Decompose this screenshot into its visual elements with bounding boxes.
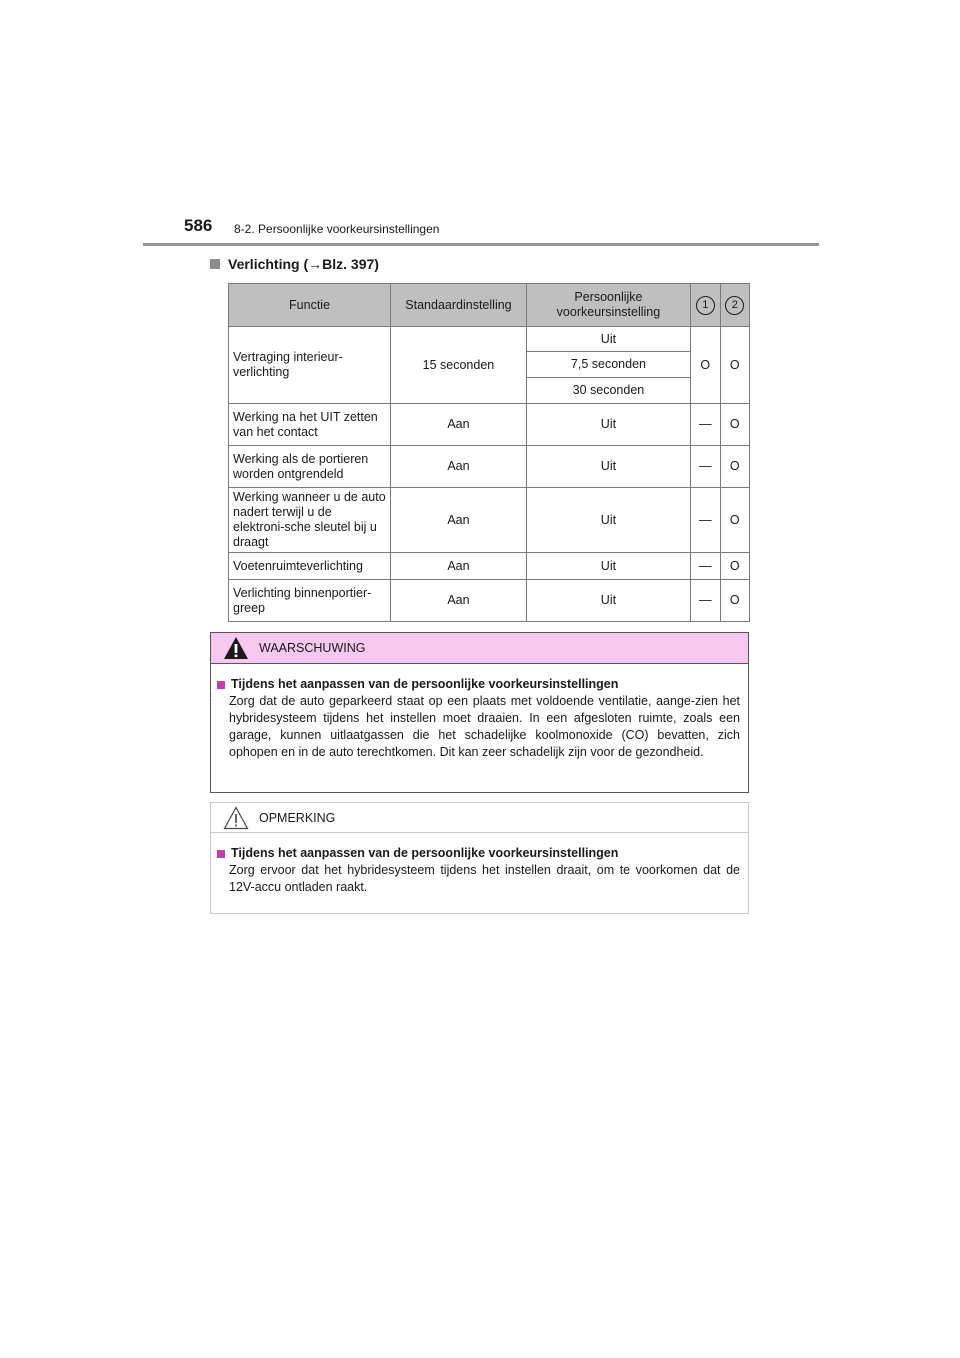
warning-text: Zorg dat de auto geparkeerd staat op een plaats met voldoende ventilatie, aange-zien het hybridesysteem tijdens het instellen moet draaien. In een afgesloten ruimte, zoals een garage, kunnen uitlaatgassen die het schadelijke koolmonoxide (CO) bevatten, zich ophopen en in de auto terechtkomen. Dit kan zeer schadelijk zijn voor de gezondheid. xyxy=(229,694,740,759)
cell-col1: — xyxy=(691,404,720,446)
chapter-title: 8-2. Persoonlijke voorkeursinstellingen xyxy=(234,222,440,236)
bullet-square-icon xyxy=(217,850,225,858)
section-title: Verlichting (→Blz. 397) xyxy=(228,256,379,272)
circled-1-icon: 1 xyxy=(696,296,715,315)
cell-default: Aan xyxy=(391,553,527,580)
cell-function: Werking wanneer u de auto nadert terwijl u de elektroni-sche sleutel bij u draagt xyxy=(229,488,391,553)
warning-triangle-icon xyxy=(223,636,249,660)
circled-2-icon: 2 xyxy=(725,296,744,315)
header-custom: Persoonlijke voorkeursinstelling xyxy=(526,284,690,327)
warning-subtitle-row xyxy=(217,676,740,693)
table-row xyxy=(229,580,750,622)
table-row xyxy=(229,404,750,446)
section-heading xyxy=(210,256,379,272)
cell-option: Uit xyxy=(526,327,690,352)
cell-custom: Uit xyxy=(526,580,690,622)
cell-col2: O xyxy=(720,446,750,488)
bullet-square-icon xyxy=(217,681,225,689)
table-row xyxy=(229,327,750,352)
bullet-square-icon xyxy=(210,259,220,269)
cell-col1: — xyxy=(691,553,720,580)
cell-function: Werking na het UIT zetten van het contact xyxy=(229,404,391,446)
cell-col2: O xyxy=(720,580,750,622)
table-row xyxy=(229,553,750,580)
cell-col2: O xyxy=(720,488,750,553)
cell-option: 7,5 seconden xyxy=(526,352,690,378)
warning-header xyxy=(211,633,748,664)
header-col1 xyxy=(691,284,720,327)
cell-function: Voetenruimteverlichting xyxy=(229,553,391,580)
table-header-row xyxy=(229,284,750,327)
header-function: Functie xyxy=(229,284,391,327)
table-row xyxy=(229,488,750,553)
warning-label: WAARSCHUWING xyxy=(259,641,366,655)
cell-default: 15 seconden xyxy=(391,327,527,404)
cell-col1: — xyxy=(691,446,720,488)
page-number: 586 xyxy=(184,216,213,235)
cell-col1: O xyxy=(691,327,720,404)
note-header xyxy=(211,803,748,833)
cell-option: 30 seconden xyxy=(526,378,690,404)
table-row xyxy=(229,446,750,488)
note-box xyxy=(210,802,749,914)
warning-box xyxy=(210,632,749,793)
cell-function: Werking als de portieren worden ontgrendeld xyxy=(229,446,391,488)
note-subtitle-row xyxy=(217,845,740,862)
cell-col1: — xyxy=(691,580,720,622)
cell-function: Verlichting binnenportier-greep xyxy=(229,580,391,622)
note-text: Zorg ervoor dat het hybridesysteem tijdens het instellen draait, om te voorkomen dat de 12V-accu ontladen raakt. xyxy=(229,863,740,894)
cell-default: Aan xyxy=(391,446,527,488)
cell-col1: — xyxy=(691,488,720,553)
cell-custom: Uit xyxy=(526,446,690,488)
note-label: OPMERKING xyxy=(259,810,336,825)
cell-custom: Uit xyxy=(526,404,690,446)
warning-subtitle: Tijdens het aanpassen van de persoonlijke voorkeursinstellingen xyxy=(231,677,619,691)
cell-col2: O xyxy=(720,553,750,580)
header-default: Standaardinstelling xyxy=(391,284,527,327)
cell-default: Aan xyxy=(391,488,527,553)
header-divider xyxy=(143,243,819,246)
cell-default: Aan xyxy=(391,404,527,446)
caution-triangle-icon xyxy=(223,806,249,830)
cell-default: Aan xyxy=(391,580,527,622)
cell-col2: O xyxy=(720,327,750,404)
header-col2 xyxy=(720,284,750,327)
cell-custom: Uit xyxy=(526,488,690,553)
note-subtitle: Tijdens het aanpassen van de persoonlijke voorkeursinstellingen xyxy=(231,846,619,860)
cell-function: Vertraging interieur-verlichting xyxy=(229,327,391,404)
cell-custom: Uit xyxy=(526,553,690,580)
settings-table xyxy=(228,283,750,622)
cell-col2: O xyxy=(720,404,750,446)
